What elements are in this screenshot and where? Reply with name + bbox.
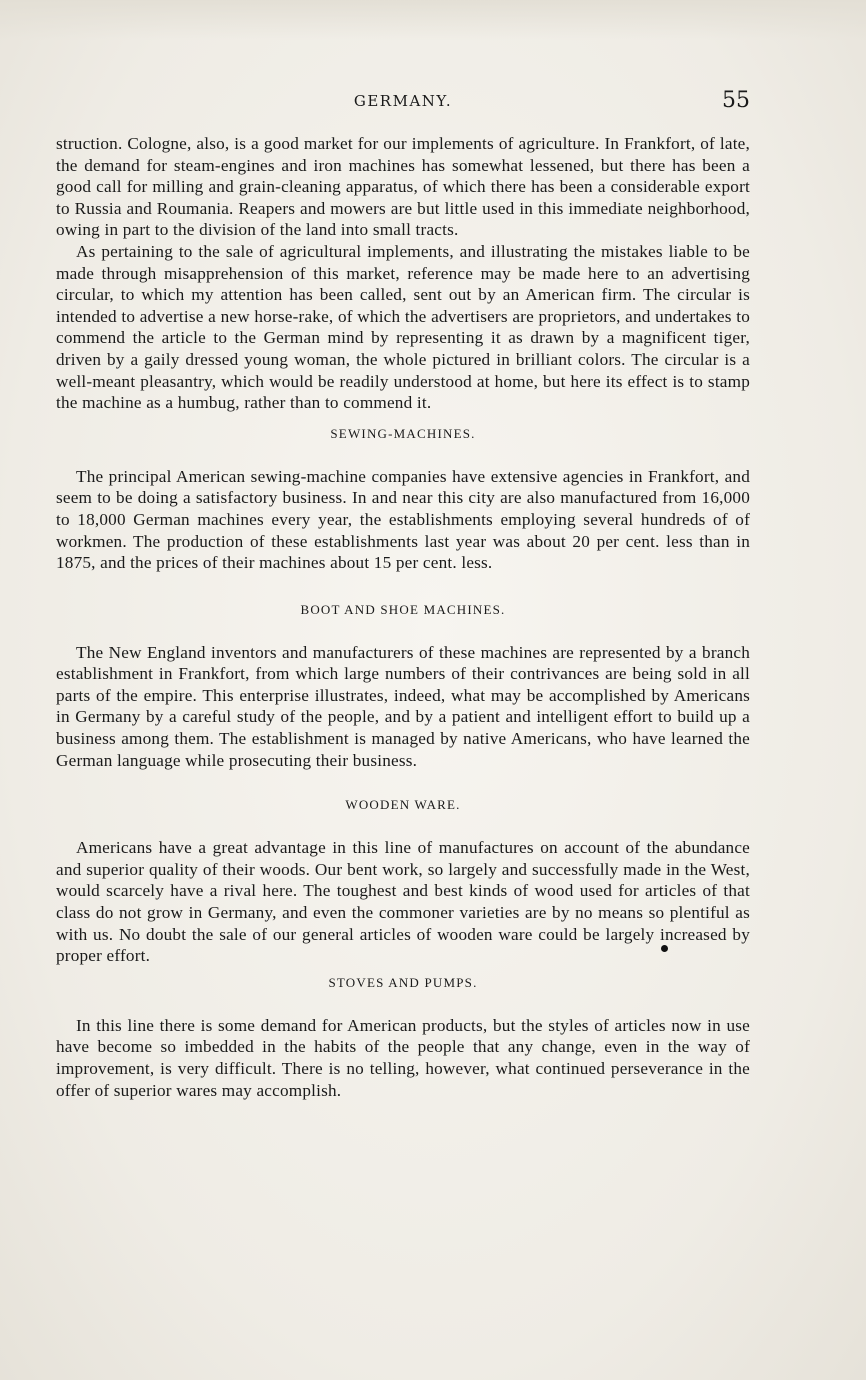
section-heading-sewing-machines: SEWING-MACHINES. xyxy=(330,425,476,441)
section-heading-stoves-pumps: STOVES AND PUMPS. xyxy=(328,974,478,990)
running-head: GERMANY. xyxy=(353,92,453,110)
page-top-edge xyxy=(0,0,866,40)
page-number: 55 xyxy=(722,88,750,113)
paragraph-wooden-ware: Americans have a great advantage in this line of manufactures on account of the abundance and superior quality of their woods. Our bent work, so largely and successfully made in the West, would scarcely have a rival here. The toughest and best kinds of wood used for articles of that class do not grow in Germany, and even the commoner varieties are by no means so plentiful as with us. No doubt the sale of our general articles of wooden ware could be largely increased by proper effort. xyxy=(56,838,750,966)
paragraph-stoves-pumps: In this line there is some demand for American products, but the styles of articles now in use have become so imbedded in the habits of the people that any change, even in the way of improvement, is very difficult. There is no telling, however, what continued perseverance in the offer of superior wares may accomplish. xyxy=(56,1015,750,1100)
paragraph-boot-shoe-machines: The New England inventors and manufacturers of these machines are represented by a branch establishment in Frankfort, from which large numbers of their contrivances are being sold in all parts of the empire. This enterprise illustrates, indeed, what may be accomplished by Americans in Germany by a careful study of the people, and by a patient and intelligent effort to build up a business among them. The establishment is managed by native Americans, who have learned the German language while prosecuting their business. xyxy=(56,642,750,770)
body-text xyxy=(56,133,750,1101)
ink-speck xyxy=(661,945,668,952)
page-header xyxy=(56,88,750,116)
paragraph-continuation: struction. Cologne, also, is a good market for our implements of agriculture. In Frankfort, of late, the demand for steam-engines and iron machines has somewhat lessened, but there has been a good call for milling and grain-cleaning apparatus, of which there has been a considerable export to Russia and Roumania. Reapers and mowers are but little used in this immediate neighborhood, owing in part to the division of the land into small tracts. xyxy=(56,134,750,240)
section-heading-wooden-ware: WOODEN WARE. xyxy=(345,797,461,813)
paragraph-circular: As pertaining to the sale of agricultural implements, and illustrating the mistakes liable to be made through misapprehension of this market, reference may be made here to an advertising circular, to which my attention has been called, sent out by an American firm. The circular is intended to advertise a new horse-rake, of which the advertisers are proprietors, and undertakes to commend the article to the German mind by representing it as drawn by a magnificent tiger, driven by a gaily dressed young woman, the whole pictured in brilliant colors. The circular is a well-meant pleasantry, which would be readily understood at home, but here its effect is to stamp the machine as a humbug, rather than to commend it. xyxy=(56,241,750,413)
section-heading-boot-shoe-machines: BOOT AND SHOE MACHINES. xyxy=(300,601,506,617)
paragraph-sewing-machines: The principal American sewing-machine companies have extensive agencies in Frankfort, and seem to be doing a satisfactory business. In and near this city are also manufactured from 16,000 to 18,000 German machines every year, the establishments employing several hundreds of of workmen. The production of these establishments last year was about 20 per cent. less than in 1875, and the prices of their machines about 15 per cent. less. xyxy=(56,466,750,573)
